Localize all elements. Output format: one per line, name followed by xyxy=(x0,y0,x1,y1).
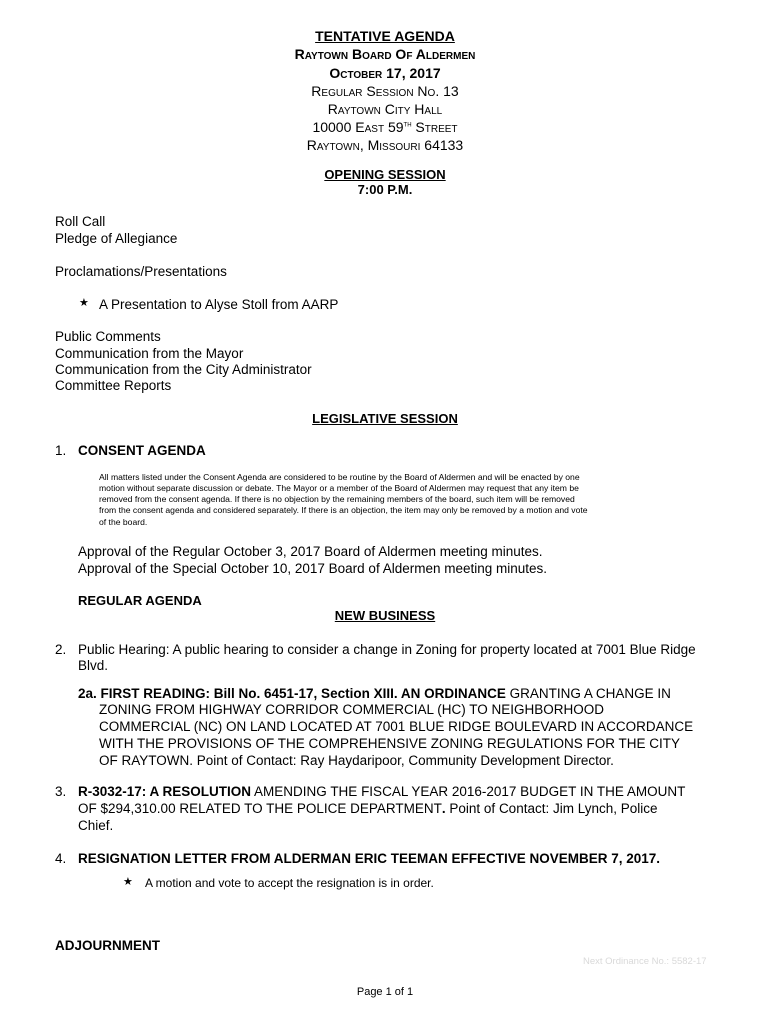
board-name: Raytown Board Of Aldermen xyxy=(294,46,476,62)
item2a-line: ZONING FROM HIGHWAY CORRIDOR COMMERCIAL (HC) TO NEIGHBORHOOD xyxy=(99,702,605,717)
item2a-line: WITH THE PROVISIONS OF THE COMPREHENSIVE ZONING REGULATIONS FOR THE CITY xyxy=(99,736,681,751)
address-suffix: th xyxy=(403,119,412,129)
consent-agenda-heading: CONSENT AGENDA xyxy=(78,443,206,458)
item2-line: Blvd. xyxy=(78,658,109,673)
item2a-bold: 2a. FIRST READING: Bill No. 6451-17, Section XIII. AN ORDINANCE xyxy=(78,686,506,701)
page-footer: Page 1 of 1 xyxy=(356,986,414,998)
address-street: Street xyxy=(411,119,458,135)
consent-number: 1. xyxy=(55,443,67,458)
item2a-rest: GRANTING A CHANGE IN xyxy=(505,686,671,701)
public-comments: Public Comments xyxy=(55,329,161,344)
meeting-address xyxy=(0,119,770,136)
approval-special-minutes: Approval of the Special October 10, 2017 Board of Aldermen meeting minutes. xyxy=(78,561,548,576)
meeting-city: Raytown, Missouri 64133 xyxy=(306,137,464,153)
regular-agenda-heading: REGULAR AGENDA xyxy=(78,593,202,608)
item3-first-line xyxy=(78,783,685,800)
item2a-first-line xyxy=(78,685,671,702)
item2a-line: OF RAYTOWN. Point of Contact: Ray Haydaripoor, Community Development Director. xyxy=(99,753,614,768)
consent-note-line: motion without separate discussion or debate. The Mayor or a member of the Board of Aldermen may request that any item be xyxy=(99,483,579,493)
meeting-location: Raytown City Hall xyxy=(327,101,443,117)
communication-city-admin: Communication from the City Administrator xyxy=(55,362,312,377)
item4-resignation: RESIGNATION LETTER FROM ALDERMAN ERIC TEEMAN EFFECTIVE NOVEMBER 7, 2017. xyxy=(78,851,661,866)
session-number: Regular Session No. 13 xyxy=(311,83,459,99)
agenda-title: TENTATIVE AGENDA xyxy=(315,28,455,44)
consent-note-line: from the consent agenda and considered separately. If there is an objection, the item may only be removed by a motion and vote xyxy=(99,505,588,515)
item3-line: Chief. xyxy=(78,818,114,833)
item4-number: 4. xyxy=(55,851,67,866)
item3-rest: AMENDING THE FISCAL YEAR 2016-2017 BUDGET IN THE AMOUNT xyxy=(251,784,686,799)
star-icon: ★ xyxy=(79,297,89,309)
proclamations: Proclamations/Presentations xyxy=(55,264,227,279)
item3-second-line xyxy=(78,800,658,817)
legislative-session-heading: LEGISLATIVE SESSION xyxy=(312,411,458,426)
item2a-line: COMMERCIAL (NC) ON LAND LOCATED AT 7001 BLUE RIDGE BOULEVARD IN ACCORDANCE xyxy=(99,719,694,734)
item3-line2-period: . xyxy=(441,801,446,816)
communication-mayor: Communication from the Mayor xyxy=(55,346,244,361)
consent-note-line: All matters listed under the Consent Agenda are considered to be routine by the Board of Aldermen and will be enacted by one xyxy=(99,472,580,482)
consent-note-line: removed from the consent agenda. If there is no objection by the remaining members of the board, such item will be removed xyxy=(99,494,575,504)
item4-bullet: A motion and vote to accept the resignation is in order. xyxy=(145,876,434,890)
star-icon: ★ xyxy=(123,876,133,888)
adjournment-heading: ADJOURNMENT xyxy=(55,938,161,953)
consent-note-line: of the board. xyxy=(99,517,148,527)
item3-bold: R-3032-17: A RESOLUTION xyxy=(78,784,252,799)
opening-session-time: 7:00 P.M. xyxy=(357,182,413,197)
address-number: 10000 East 59 xyxy=(312,119,404,135)
pledge-of-allegiance: Pledge of Allegiance xyxy=(55,231,178,246)
committee-reports: Committee Reports xyxy=(55,378,172,393)
new-business-heading: NEW BUSINESS xyxy=(334,608,436,623)
item2-number: 2. xyxy=(55,642,67,657)
presentation-item: A Presentation to Alyse Stoll from AARP xyxy=(99,297,339,312)
item3-line2a: OF $294,310.00 RELATED TO THE POLICE DEPARTMENT xyxy=(78,801,442,816)
item3-line2b: Point of Contact: Jim Lynch, Police xyxy=(445,801,658,816)
approval-regular-minutes: Approval of the Regular October 3, 2017 Board of Aldermen meeting minutes. xyxy=(78,544,543,559)
next-ordinance-number: Next Ordinance No.: 5582-17 xyxy=(583,956,707,967)
meeting-date: October 17, 2017 xyxy=(329,65,441,81)
opening-session-heading: OPENING SESSION xyxy=(324,167,446,182)
roll-call: Roll Call xyxy=(55,214,106,229)
item3-number: 3. xyxy=(55,784,67,799)
item2-line: Public Hearing: A public hearing to consider a change in Zoning for property located at 7001 Blue Ridge xyxy=(78,642,696,657)
